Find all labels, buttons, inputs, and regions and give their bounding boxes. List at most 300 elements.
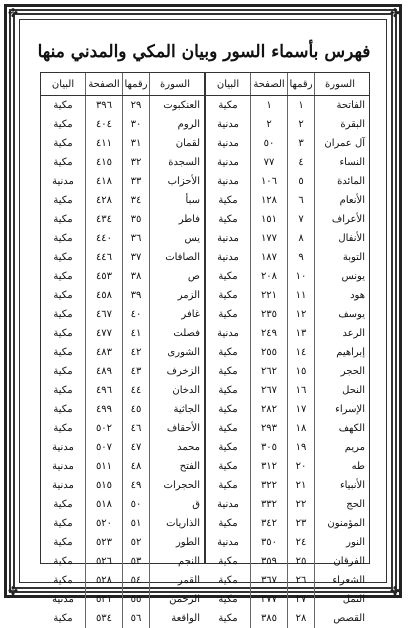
table-row: [41, 305, 204, 324]
page-number: ٢٠٨: [250, 267, 287, 286]
sura-number: ٢١: [287, 476, 314, 495]
revelation-type: مكية: [218, 271, 238, 282]
page-number: ٤٥٨: [85, 286, 122, 305]
sura-name: سبأ: [149, 191, 204, 210]
table-row: [206, 305, 369, 324]
surah-table-left: [40, 72, 205, 624]
sura-number: ٢٤: [287, 533, 314, 552]
revelation-type: مكية: [53, 385, 73, 396]
table-row: [206, 514, 369, 533]
sura-name: الزمر: [149, 286, 204, 305]
sura-number: ١٠: [287, 267, 314, 286]
page-number: ٣٦٧: [250, 571, 287, 590]
sura-name: الأعراف: [314, 210, 369, 229]
page-number: ٥١١: [85, 457, 122, 476]
table-row: [41, 134, 204, 153]
corner-ornament-icon: ✤: [389, 6, 401, 20]
table-row: [41, 381, 204, 400]
corner-ornament-icon: ✤: [7, 6, 19, 20]
sura-name: الحجر: [314, 362, 369, 381]
revelation-type: مكية: [218, 423, 238, 434]
sura-number: ٣٦: [122, 229, 149, 248]
table-header: [206, 73, 369, 96]
table-row: [41, 229, 204, 248]
table-row: [206, 495, 369, 514]
table-row: [41, 438, 204, 457]
page-number: ٤٩٦: [85, 381, 122, 400]
page-number: ٤١٨: [85, 172, 122, 191]
sura-name: النحل: [314, 381, 369, 400]
page-number: ٤٤٠: [85, 229, 122, 248]
revelation-type: مكية: [218, 195, 238, 206]
sura-number: ١٩: [287, 438, 314, 457]
page-number: ٤٢٨: [85, 191, 122, 210]
sura-number: ٤٦: [122, 419, 149, 438]
page-number: ٥٠: [250, 134, 287, 153]
page-number: ٥٠٢: [85, 419, 122, 438]
table-row: [41, 210, 204, 229]
sura-name: الشعراء: [314, 571, 369, 590]
page-number: ٤٨٩: [85, 362, 122, 381]
page-number: ٣٤٢: [250, 514, 287, 533]
sura-name: ق: [149, 495, 204, 514]
table-row: [206, 400, 369, 419]
sura-number: ٤١: [122, 324, 149, 343]
sura-number: ٥٦: [122, 609, 149, 628]
sura-name: الأنبياء: [314, 476, 369, 495]
sura-name: القصص: [314, 609, 369, 628]
page-number: ٢٩٣: [250, 419, 287, 438]
sura-name: الإسراء: [314, 400, 369, 419]
revelation-type: مكية: [53, 556, 73, 567]
revelation-type: مدنية: [217, 138, 239, 149]
sura-number: ٣١: [122, 134, 149, 153]
sura-number: ١٢: [287, 305, 314, 324]
page-number: ١٨٧: [250, 248, 287, 267]
sura-name: آل عمران: [314, 134, 369, 153]
revelation-type: مكية: [218, 214, 238, 225]
sura-name: هود: [314, 286, 369, 305]
table-row: [206, 362, 369, 381]
sura-number: ١١: [287, 286, 314, 305]
revelation-type: مكية: [53, 537, 73, 548]
sura-name: يس: [149, 229, 204, 248]
page-number: ٢٥٥: [250, 343, 287, 362]
table-row: [41, 495, 204, 514]
sura-number: ٣٣: [122, 172, 149, 191]
sura-number: ١٨: [287, 419, 314, 438]
sura-name: المؤمنون: [314, 514, 369, 533]
page-number: ٤٦٧: [85, 305, 122, 324]
sura-name: فاطر: [149, 210, 204, 229]
sura-name: الدخان: [149, 381, 204, 400]
page-number: ٢٤٩: [250, 324, 287, 343]
sura-name: محمد: [149, 438, 204, 457]
table-row: [206, 533, 369, 552]
table-row: [206, 457, 369, 476]
table-row: [206, 134, 369, 153]
index-tables: [40, 72, 370, 624]
revelation-type: مدنية: [217, 233, 239, 244]
page-number: ١٥١: [250, 210, 287, 229]
sura-number: ٩: [287, 248, 314, 267]
table-header: [41, 73, 204, 96]
revelation-type: مكية: [218, 100, 238, 111]
revelation-type: مكية: [218, 366, 238, 377]
page-number: ٥١٥: [85, 476, 122, 495]
table-row: [41, 324, 204, 343]
table-row: [206, 153, 369, 172]
sura-name: الأنفال: [314, 229, 369, 248]
revelation-type: مكية: [218, 594, 238, 605]
revelation-type: مكية: [53, 252, 73, 263]
table-row: [41, 533, 204, 552]
page-number: ٤٥٣: [85, 267, 122, 286]
sura-number: ٥: [287, 172, 314, 191]
sura-number: ٥٣: [122, 552, 149, 571]
table-row: [41, 191, 204, 210]
sura-name: الحجرات: [149, 476, 204, 495]
revelation-type: مكية: [218, 518, 238, 529]
sura-number: ١٤: [287, 343, 314, 362]
page-number: ٣٥٩: [250, 552, 287, 571]
page-number: ٣٧٧: [250, 590, 287, 609]
page-number: ٥٢٣: [85, 533, 122, 552]
sura-name: النور: [314, 533, 369, 552]
sura-name: الروم: [149, 115, 204, 134]
revelation-type: مكية: [53, 366, 73, 377]
sura-name: النجم: [149, 552, 204, 571]
revelation-type: مدنية: [217, 157, 239, 168]
page-number: ٣٩٦: [85, 96, 122, 115]
page-number: ١٧٧: [250, 229, 287, 248]
table-row: [41, 267, 204, 286]
sura-name: الصافات: [149, 248, 204, 267]
revelation-type: مكية: [218, 480, 238, 491]
page-number: ١: [250, 96, 287, 115]
page-number: ٢٦٢: [250, 362, 287, 381]
sura-name: الزخرف: [149, 362, 204, 381]
sura-name: الذاريات: [149, 514, 204, 533]
sura-name: الفتح: [149, 457, 204, 476]
header-type: البيان: [51, 78, 75, 90]
sura-name: طه: [314, 457, 369, 476]
table-row: [41, 552, 204, 571]
sura-number: ٣: [287, 134, 314, 153]
page-number: ٤٤٦: [85, 248, 122, 267]
table-row: [41, 590, 204, 609]
revelation-type: مكية: [218, 347, 238, 358]
revelation-type: مكية: [53, 575, 73, 586]
table-row: [41, 419, 204, 438]
table-row: [206, 115, 369, 134]
revelation-type: مكية: [218, 385, 238, 396]
sura-name: إبراهيم: [314, 343, 369, 362]
header-page: الصفحة: [85, 73, 122, 95]
revelation-type: مكية: [218, 309, 238, 320]
sura-number: ٤٢: [122, 343, 149, 362]
header-number: رقمها: [287, 73, 314, 95]
revelation-type: مدنية: [217, 537, 239, 548]
sura-number: ٨: [287, 229, 314, 248]
sura-number: ٥٠: [122, 495, 149, 514]
sura-name: السجدة: [149, 153, 204, 172]
sura-number: ٤٨: [122, 457, 149, 476]
table-row: [41, 457, 204, 476]
sura-name: الكهف: [314, 419, 369, 438]
revelation-type: مكية: [53, 138, 73, 149]
revelation-type: مكية: [53, 214, 73, 225]
sura-name: الجاثية: [149, 400, 204, 419]
page-number: ١٠٦: [250, 172, 287, 191]
table-row: [41, 343, 204, 362]
sura-number: ٢: [287, 115, 314, 134]
sura-number: ٦: [287, 191, 314, 210]
table-row: [41, 115, 204, 134]
sura-number: ٤: [287, 153, 314, 172]
sura-name: غافر: [149, 305, 204, 324]
sura-name: لقمان: [149, 134, 204, 153]
table-row: [41, 476, 204, 495]
sura-number: ٣٩: [122, 286, 149, 305]
page-number: ٣١٢: [250, 457, 287, 476]
revelation-type: مكية: [53, 518, 73, 529]
revelation-type: مكية: [218, 290, 238, 301]
sura-number: ٤٥: [122, 400, 149, 419]
table-row: [41, 571, 204, 590]
revelation-type: مكية: [218, 461, 238, 472]
page-number: ٣٣٢: [250, 495, 287, 514]
sura-name: البقرة: [314, 115, 369, 134]
sura-name: الأحزاب: [149, 172, 204, 191]
page-number: ٢٣٥: [250, 305, 287, 324]
header-sura: السورة: [149, 73, 204, 95]
table-row: [206, 438, 369, 457]
revelation-type: مدنية: [52, 442, 74, 453]
table-row: [206, 210, 369, 229]
page-number: ٥٢٦: [85, 552, 122, 571]
sura-name: الواقعة: [149, 609, 204, 628]
table-row: [206, 324, 369, 343]
page-number: ٢٢١: [250, 286, 287, 305]
sura-name: الفاتحة: [314, 96, 369, 115]
table-row: [206, 590, 369, 609]
table-row: [206, 343, 369, 362]
table-row: [206, 229, 369, 248]
revelation-type: مكية: [218, 556, 238, 567]
table-row: [41, 172, 204, 191]
revelation-type: مكية: [53, 347, 73, 358]
sura-name: الشورى: [149, 343, 204, 362]
sura-name: النساء: [314, 153, 369, 172]
sura-name: المائدة: [314, 172, 369, 191]
header-type: البيان: [216, 78, 240, 90]
revelation-type: مدنية: [217, 176, 239, 187]
sura-number: ٣٨: [122, 267, 149, 286]
table-row: [41, 514, 204, 533]
page-number: ٤٧٧: [85, 324, 122, 343]
sura-name: مريم: [314, 438, 369, 457]
sura-name: فصلت: [149, 324, 204, 343]
revelation-type: مكية: [218, 404, 238, 415]
sura-name: الرعد: [314, 324, 369, 343]
sura-number: ٣٧: [122, 248, 149, 267]
table-row: [206, 476, 369, 495]
table-row: [206, 419, 369, 438]
revelation-type: مدنية: [52, 594, 74, 605]
sura-number: ٥١: [122, 514, 149, 533]
sura-name: يوسف: [314, 305, 369, 324]
sura-number: ٤٠: [122, 305, 149, 324]
page-number: ٥٣٤: [85, 609, 122, 628]
revelation-type: مكية: [53, 195, 73, 206]
table-row: [206, 267, 369, 286]
sura-number: ٤٣: [122, 362, 149, 381]
table-row: [41, 286, 204, 305]
sura-name: الأنعام: [314, 191, 369, 210]
revelation-type: مدنية: [217, 328, 239, 339]
revelation-type: مكية: [53, 157, 73, 168]
sura-name: يونس: [314, 267, 369, 286]
table-row: [41, 153, 204, 172]
page-number: ٤٠٤: [85, 115, 122, 134]
table-row: [206, 571, 369, 590]
table-row: [41, 400, 204, 419]
sura-name: العنكبوت: [149, 96, 204, 115]
page-number: ٥٢٨: [85, 571, 122, 590]
table-row: [41, 609, 204, 628]
sura-number: ٢٢: [287, 495, 314, 514]
page-number: ٢: [250, 115, 287, 134]
page-number: ٣٥٠: [250, 533, 287, 552]
revelation-type: مكية: [53, 328, 73, 339]
table-row: [206, 552, 369, 571]
revelation-type: مدنية: [52, 176, 74, 187]
table-row: [206, 172, 369, 191]
sura-name: الحج: [314, 495, 369, 514]
sura-number: ٣٥: [122, 210, 149, 229]
table-row: [206, 191, 369, 210]
header-sura: السورة: [314, 73, 369, 95]
revelation-type: مكية: [218, 613, 238, 624]
revelation-type: مكية: [218, 442, 238, 453]
revelation-type: مكية: [53, 309, 73, 320]
revelation-type: مكية: [53, 100, 73, 111]
corner-ornament-icon: ✤: [389, 584, 401, 598]
sura-number: ٢٠: [287, 457, 314, 476]
header-page: الصفحة: [250, 73, 287, 95]
table-row: [206, 381, 369, 400]
sura-number: ٢٩: [122, 96, 149, 115]
revelation-type: مكية: [53, 119, 73, 130]
sura-number: ٧: [287, 210, 314, 229]
sura-number: ٣٢: [122, 153, 149, 172]
page-number: ٢٦٧: [250, 381, 287, 400]
sura-number: ٥٢: [122, 533, 149, 552]
sura-name: الفرقان: [314, 552, 369, 571]
table-row: [41, 248, 204, 267]
page-title: فهرس بأسماء السور وبيان المكي والمدني منها: [37, 42, 371, 62]
page-number: ٤١١: [85, 134, 122, 153]
sura-name: النمل: [314, 590, 369, 609]
revelation-type: مدنية: [52, 480, 74, 491]
page-number: ٧٧: [250, 153, 287, 172]
revelation-type: مدنية: [217, 499, 239, 510]
sura-name: الطور: [149, 533, 204, 552]
sura-number: ١٧: [287, 400, 314, 419]
surah-table-right: [205, 72, 370, 624]
sura-name: التوبة: [314, 248, 369, 267]
page-number: ٤١٥: [85, 153, 122, 172]
page-number: ٣٠٥: [250, 438, 287, 457]
sura-number: ٤٩: [122, 476, 149, 495]
table-row: [206, 286, 369, 305]
sura-number: ١: [287, 96, 314, 115]
sura-name: الأحقاف: [149, 419, 204, 438]
revelation-type: مكية: [218, 575, 238, 586]
page-number: ٥٣١: [85, 590, 122, 609]
corner-ornament-icon: ✤: [7, 584, 19, 598]
sura-number: ٢٨: [287, 609, 314, 628]
revelation-type: مدنية: [217, 252, 239, 263]
revelation-type: مكية: [53, 290, 73, 301]
sura-name: الرحمن: [149, 590, 204, 609]
page-number: ٣٢٢: [250, 476, 287, 495]
sura-number: ٥٤: [122, 571, 149, 590]
sura-number: ١٥: [287, 362, 314, 381]
sura-number: ٢٥: [287, 552, 314, 571]
page-number: ٤٨٣: [85, 343, 122, 362]
sura-number: ١٦: [287, 381, 314, 400]
table-row: [206, 609, 369, 628]
revelation-type: مكية: [53, 271, 73, 282]
revelation-type: مكية: [53, 613, 73, 624]
sura-number: ٣٠: [122, 115, 149, 134]
table-body: [206, 96, 369, 628]
table-row: [206, 96, 369, 115]
sura-number: ١٣: [287, 324, 314, 343]
sura-name: ص: [149, 267, 204, 286]
sura-name: القمر: [149, 571, 204, 590]
revelation-type: مكية: [53, 499, 73, 510]
revelation-type: مكية: [53, 423, 73, 434]
sura-number: ٢٧: [287, 590, 314, 609]
revelation-type: مدنية: [217, 119, 239, 130]
header-number: رقمها: [122, 73, 149, 95]
sura-number: ٣٤: [122, 191, 149, 210]
page-number: ٥٢٠: [85, 514, 122, 533]
sura-number: ٢٦: [287, 571, 314, 590]
sura-number: ٢٣: [287, 514, 314, 533]
page-number: ٥٠٧: [85, 438, 122, 457]
page-number: ١٢٨: [250, 191, 287, 210]
sura-number: ٤٧: [122, 438, 149, 457]
revelation-type: مدنية: [52, 461, 74, 472]
page-number: ٤٣٤: [85, 210, 122, 229]
table-row: [206, 248, 369, 267]
page-number: ٣٨٥: [250, 609, 287, 628]
sura-number: ٥٥: [122, 590, 149, 609]
table-row: [41, 362, 204, 381]
table-row: [41, 96, 204, 115]
page-number: ٥١٨: [85, 495, 122, 514]
page-number: ٤٩٩: [85, 400, 122, 419]
sura-number: ٤٤: [122, 381, 149, 400]
page-number: ٢٨٢: [250, 400, 287, 419]
revelation-type: مكية: [53, 404, 73, 415]
revelation-type: مكية: [53, 233, 73, 244]
table-body: [41, 96, 204, 628]
